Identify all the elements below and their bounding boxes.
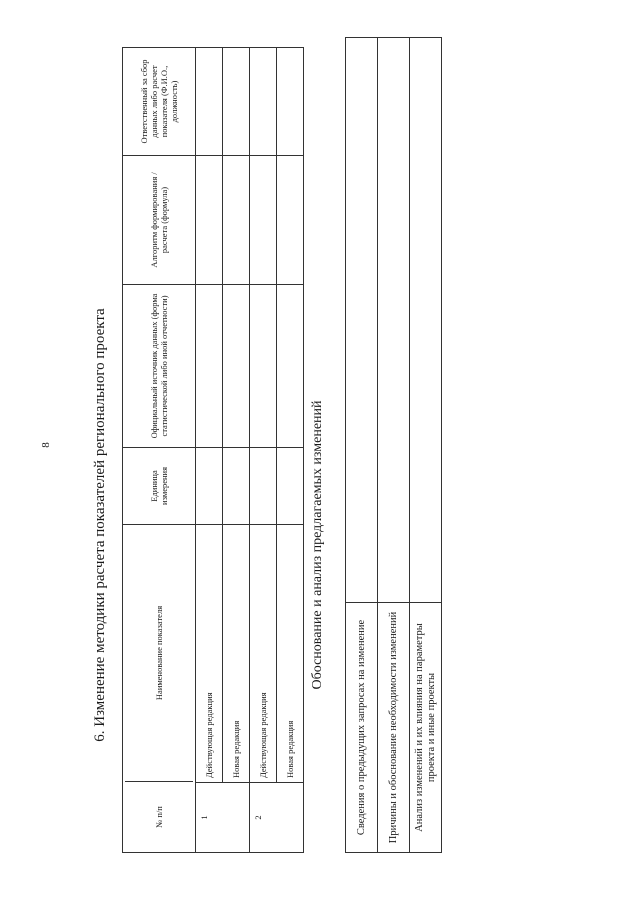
header-num (123, 524, 196, 852)
table-row (346, 38, 378, 853)
header-algorithm: Алгоритм формирования / расчета (формула) (123, 155, 196, 284)
justification-title: Обоснование и анализ предлагаемых изменений (310, 400, 325, 690)
table-header-row (123, 47, 196, 852)
algorithm-cell[interactable] (196, 155, 223, 284)
algorithm-cell[interactable] (250, 155, 277, 284)
impact-analysis-label: Анализ изменений и их влияния на параметры проекта и иные проекты (410, 603, 442, 853)
previous-requests-label: Сведения о предыдущих запросах на изменение (346, 603, 378, 853)
responsible-cell[interactable] (250, 47, 277, 155)
unit-cell[interactable] (250, 447, 277, 524)
unit-cell[interactable] (196, 447, 223, 524)
responsible-cell[interactable] (196, 47, 223, 155)
responsible-cell[interactable] (277, 47, 304, 155)
algorithm-cell[interactable] (223, 155, 250, 284)
algorithm-cell[interactable] (277, 155, 304, 284)
source-cell[interactable] (196, 284, 223, 447)
edition-new: Новая редакция (277, 524, 304, 782)
row-number: 2 (250, 783, 304, 853)
responsible-cell[interactable] (223, 47, 250, 155)
unit-cell[interactable] (277, 447, 304, 524)
table-row (223, 47, 250, 852)
source-cell[interactable] (277, 284, 304, 447)
justification-table (345, 37, 442, 853)
change-reasons-label: Причины и обоснование необходимости изменений (378, 603, 410, 853)
indicators-methodology-table (122, 47, 304, 853)
header-source: Официальный источник данных (форма статистической либо иной отчетности) (123, 284, 196, 447)
table-row (410, 38, 442, 853)
unit-cell[interactable] (223, 447, 250, 524)
previous-requests-value[interactable] (346, 38, 378, 603)
header-responsible: Ответственный за сбор данных либо расчет показателя (Ф.И.О., должность) (123, 47, 196, 155)
row-number: 1 (196, 783, 250, 853)
table-row (196, 47, 223, 852)
impact-analysis-value[interactable] (410, 38, 442, 603)
source-cell[interactable] (250, 284, 277, 447)
source-cell[interactable] (223, 284, 250, 447)
edition-current: Действующая редакция (196, 524, 223, 782)
change-reasons-value[interactable] (378, 38, 410, 603)
header-unit: Единица измерения (123, 447, 196, 524)
edition-current: Действующая редакция (250, 524, 277, 782)
header-indicator-name: Наименование показателя (153, 605, 164, 701)
table-row (277, 47, 304, 852)
section-title: 6. Изменение методики расчета показателей регионального проекта (92, 308, 108, 742)
table-row (250, 47, 277, 852)
table-row (378, 38, 410, 853)
edition-new: Новая редакция (223, 524, 250, 782)
header-num-label: № п/п (125, 781, 193, 852)
page-number: 8 (40, 442, 52, 448)
